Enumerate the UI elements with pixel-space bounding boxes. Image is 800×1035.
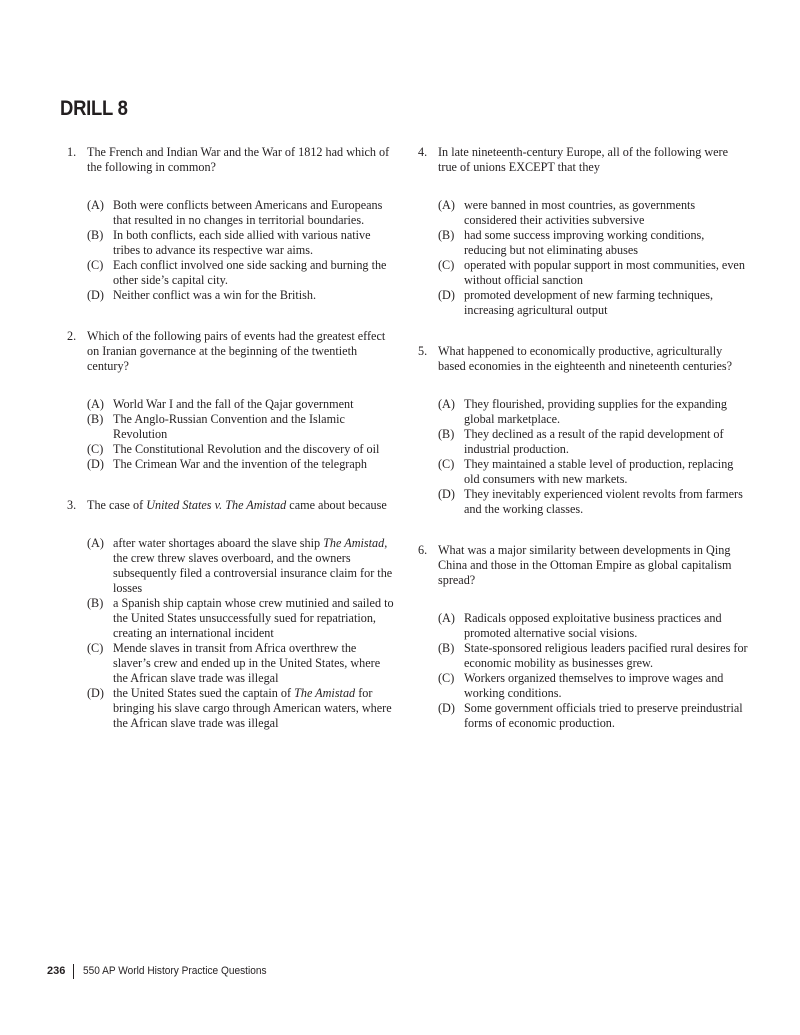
option-letter: (C) [87, 442, 104, 456]
option-text: State-sponsored religious leaders pacified rural desires for economic mobility as businesses grew. [464, 641, 748, 670]
answer-option-c[interactable] [87, 641, 397, 686]
page-number: 236 [47, 965, 66, 977]
option-text-start: the United States sued the captain of [113, 686, 295, 700]
option-text-end: , the crew threw slaves overboard, and the owners subsequently filed a controversial insurance claim for the losses [113, 536, 393, 595]
option-text: The Anglo-Russian Convention and the Islamic Revolution [113, 412, 345, 441]
option-letter: (B) [438, 228, 455, 242]
answer-option-c[interactable] [87, 258, 397, 288]
stem-text-start: The case of [87, 498, 147, 512]
answer-options [438, 198, 748, 318]
answer-option-d[interactable] [87, 457, 397, 472]
option-letter: (C) [438, 258, 455, 272]
question-stem [418, 543, 748, 588]
right-column [418, 145, 748, 757]
answer-option-b[interactable] [87, 412, 397, 442]
answer-options [438, 611, 748, 731]
question-1 [67, 145, 397, 303]
question-text [87, 498, 397, 513]
question-number: 6. [418, 543, 428, 557]
question-6 [418, 543, 748, 731]
option-text [113, 686, 397, 731]
option-letter: (D) [438, 487, 455, 501]
option-letter: (B) [438, 641, 455, 655]
option-letter: (A) [87, 536, 104, 550]
option-letter: (B) [438, 427, 455, 441]
answer-option-d[interactable] [438, 487, 748, 517]
question-text: What happened to economically productive, agriculturally based economies in the eighteenth and nineteenth centuries? [438, 344, 733, 373]
option-text: a Spanish ship captain whose crew mutinied and sailed to the United States unsuccessfully sued for repatriation, creating an international incident [113, 596, 394, 640]
answer-options [87, 198, 397, 303]
question-text: The French and Indian War and the War of 1812 had which of the following in common? [87, 145, 390, 174]
option-text [113, 536, 397, 596]
option-text: Both were conflicts between Americans and Europeans that resulted in no changes in territorial boundaries. [113, 198, 383, 227]
option-letter: (B) [87, 228, 104, 242]
option-letter: (C) [87, 641, 104, 655]
question-stem [67, 498, 397, 513]
option-letter: (A) [438, 198, 455, 212]
question-4 [418, 145, 748, 318]
book-title: 550 AP World History Practice Questions [83, 965, 267, 977]
option-letter: (C) [438, 457, 455, 471]
answer-option-a[interactable] [438, 198, 748, 228]
option-text-end: for bringing his slave cargo through American waters, where the African slave trade was illegal [113, 686, 392, 730]
option-letter: (A) [438, 611, 455, 625]
answer-option-d[interactable] [87, 686, 397, 731]
answer-option-a[interactable] [87, 536, 397, 596]
answer-option-b[interactable] [438, 228, 748, 258]
question-5 [418, 344, 748, 517]
answer-option-b[interactable] [438, 641, 748, 671]
footer-divider [73, 964, 74, 979]
answer-option-c[interactable] [438, 457, 748, 487]
option-letter: (D) [438, 288, 455, 302]
option-text: They maintained a stable level of production, replacing old consumers with new markets. [464, 457, 734, 486]
question-number: 1. [67, 145, 77, 159]
drill-title: DRILL 8 [60, 97, 128, 120]
option-text: operated with popular support in most communities, even without official sanction [464, 258, 745, 287]
question-number: 4. [418, 145, 428, 159]
question-stem [418, 344, 748, 374]
answer-option-b[interactable] [87, 596, 397, 641]
option-letter: (D) [87, 686, 104, 700]
answer-option-a[interactable] [87, 198, 397, 228]
option-letter: (A) [87, 198, 104, 212]
option-letter: (D) [87, 457, 104, 471]
question-2 [67, 329, 397, 472]
option-letter: (A) [87, 397, 104, 411]
answer-option-c[interactable] [438, 258, 748, 288]
answer-option-d[interactable] [438, 288, 748, 318]
question-text: In late nineteenth-century Europe, all of the following were true of unions EXCEPT that they [438, 145, 729, 174]
option-text: They inevitably experienced violent revolts from farmers and the working classes. [464, 487, 743, 516]
option-text: Some government officials tried to preserve preindustrial forms of economic production. [464, 701, 743, 730]
answer-option-a[interactable] [87, 397, 397, 412]
answer-option-a[interactable] [438, 397, 748, 427]
question-number: 5. [418, 344, 428, 358]
question-stem [67, 145, 397, 175]
question-stem [67, 329, 397, 374]
stem-text-end: came about because [286, 498, 387, 512]
case-name: United States v. The Amistad [146, 498, 287, 512]
question-3 [67, 498, 397, 731]
question-number: 3. [67, 498, 77, 512]
option-text: had some success improving working conditions, reducing but not eliminating abuses [464, 228, 705, 257]
answer-option-b[interactable] [438, 427, 748, 457]
option-text: Mende slaves in transit from Africa overthrew the slaver’s crew and ended up in the United States, where the African slave trade was illegal [113, 641, 381, 685]
answer-options [87, 536, 397, 731]
option-text: Each conflict involved one side sacking and burning the other side’s capital city. [113, 258, 387, 287]
option-letter: (D) [438, 701, 455, 715]
question-text: Which of the following pairs of events had the greatest effect on Iranian governance at the beginning of the twentieth century? [87, 329, 386, 373]
question-number: 2. [67, 329, 77, 343]
answer-option-c[interactable] [438, 671, 748, 701]
option-text: They declined as a result of the rapid development of industrial production. [464, 427, 724, 456]
option-text: Radicals opposed exploitative business practices and promoted alternative social visions. [464, 611, 722, 640]
answer-option-c[interactable] [87, 442, 397, 457]
option-letter: (D) [87, 288, 104, 302]
left-column [67, 145, 397, 757]
answer-option-a[interactable] [438, 611, 748, 641]
option-text: were banned in most countries, as governments considered their activities subversive [464, 198, 696, 227]
option-letter: (C) [87, 258, 104, 272]
answer-options [438, 397, 748, 517]
option-text-start: after water shortages aboard the slave ship [113, 536, 324, 550]
option-text: World War I and the fall of the Qajar government [113, 397, 354, 411]
answer-option-d[interactable] [438, 701, 748, 731]
option-text: The Crimean War and the invention of the telegraph [113, 457, 367, 471]
answer-option-b[interactable] [87, 228, 397, 258]
option-text: Workers organized themselves to improve wages and working conditions. [464, 671, 724, 700]
page-footer [47, 963, 283, 979]
answer-option-d[interactable] [87, 288, 397, 303]
option-letter: (B) [87, 596, 104, 610]
question-text: What was a major similarity between developments in Qing China and those in the Ottoman Empire as global capitalism spread? [438, 543, 732, 587]
option-letter: (B) [87, 412, 104, 426]
question-stem [418, 145, 748, 175]
ship-name: The Amistad [294, 686, 356, 700]
option-text: The Constitutional Revolution and the discovery of oil [113, 442, 380, 456]
ship-name: The Amistad [323, 536, 385, 550]
answer-options [87, 397, 397, 472]
option-letter: (C) [438, 671, 455, 685]
option-letter: (A) [438, 397, 455, 411]
option-text: In both conflicts, each side allied with various native tribes to advance its respective war aims. [113, 228, 371, 257]
option-text: promoted development of new farming techniques, increasing agricultural output [464, 288, 714, 317]
option-text: Neither conflict was a win for the British. [113, 288, 317, 302]
option-text: They flourished, providing supplies for the expanding global marketplace. [464, 397, 727, 426]
